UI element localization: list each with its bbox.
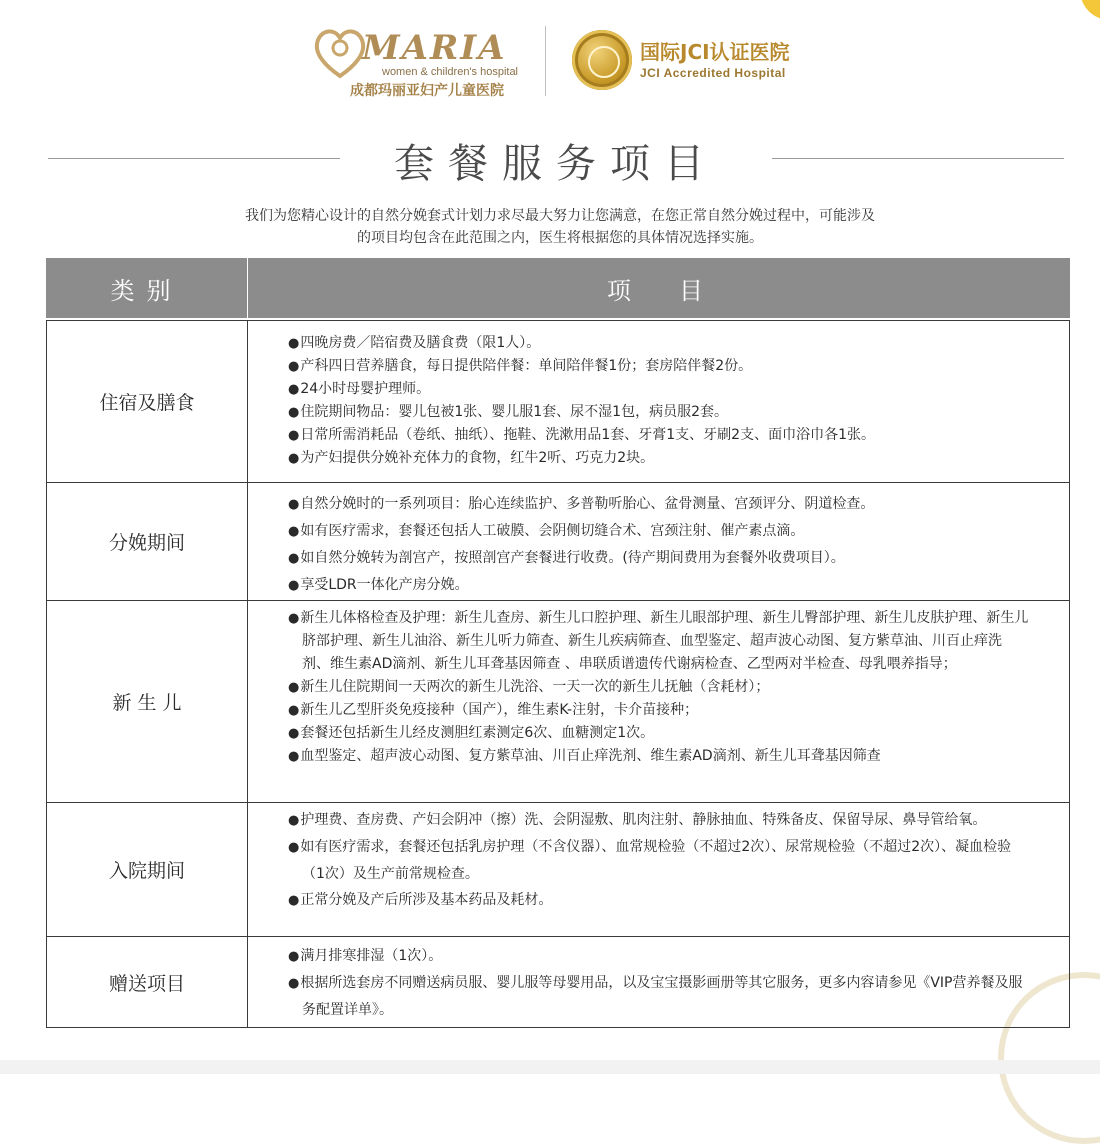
intro-line-1: 我们为您精心设计的自然分娩套式计划力求尽最大努力让您满意，在您正常自然分娩过程中，可能涉及 bbox=[245, 208, 875, 224]
list-item: ● 日常所需消耗品（卷纸、抽纸）、拖鞋、洗漱用品1套、牙膏1支、牙刷2支、面巾浴巾各1张。 bbox=[288, 424, 1029, 447]
maria-heart-icon bbox=[310, 22, 370, 82]
row-items bbox=[248, 937, 1069, 1027]
list-item: ● 新生儿乙型肝炎免疫接种（国产），维生素K-注射，卡介苗接种； bbox=[288, 699, 1029, 722]
title-rule-left bbox=[48, 158, 340, 159]
list-item: ● 24小时母婴护理师。 bbox=[288, 378, 1029, 401]
row-category: 分娩期间 bbox=[47, 483, 248, 600]
jci-english-label: JCI Accredited Hospital bbox=[640, 66, 786, 80]
header-divider bbox=[545, 26, 546, 96]
maria-logo bbox=[310, 22, 530, 98]
corner-decoration-top bbox=[1080, 0, 1100, 20]
table-row bbox=[47, 482, 1069, 600]
title-rule-right bbox=[772, 158, 1064, 159]
jci-logo bbox=[572, 30, 832, 92]
maria-logo-chinese-name: 成都玛丽亚妇产儿童医院 bbox=[350, 83, 504, 99]
list-item: ● 四晚房费／陪宿费及膳食费（限1人）。 bbox=[288, 332, 1029, 355]
list-item: ● 套餐还包括新生儿经皮测胆红素测定6次、血糖测定1次。 bbox=[288, 722, 1029, 745]
row-items bbox=[248, 803, 1069, 936]
header-category: 类别 bbox=[46, 258, 248, 318]
row-category: 住宿及膳食 bbox=[47, 321, 248, 482]
row-category: 新 生 儿 bbox=[47, 601, 248, 802]
package-table bbox=[46, 258, 1070, 1028]
row-items bbox=[248, 321, 1069, 482]
list-item: ● 新生儿体格检查及护理：新生儿查房、新生儿口腔护理、新生儿眼部护理、新生儿臀部护理、新生儿皮肤护理、新生儿脐部护理、新生儿油浴、新生儿听力筛查、新生儿疾病筛查、血型鉴定、超声波心动图、复方紫草油、川百止痒洗剂、维生素AD滴剂、新生儿耳聋基因筛查 、串联质谱遗传代谢病检查、乙型两对半检查、母乳喂养指导； bbox=[288, 607, 1029, 676]
list-item: ● 如有医疗需求，套餐还包括乳房护理（不含仪器）、血常规检验（不超过2次）、尿常规检验（不超过2次）、凝血检验（1次）及生产前常规检查。 bbox=[288, 834, 1029, 887]
list-item: ● 新生儿住院期间一天两次的新生儿洗浴、一天一次的新生儿抚触（含耗材）； bbox=[288, 676, 1029, 699]
page-title: 套餐服务项目 bbox=[394, 141, 718, 187]
list-item: ● 血型鉴定、超声波心动图、复方紫草油、川百止痒洗剂、维生素AD滴剂、新生儿耳聋基因筛查 bbox=[288, 745, 1029, 768]
table-row bbox=[47, 600, 1069, 802]
jci-seal-icon bbox=[572, 30, 632, 90]
table-row bbox=[47, 802, 1069, 936]
list-item: ● 根据所选套房不同赠送病员服、婴儿服等母婴用品，以及宝宝摄影画册等其它服务，更多内容请参见《VIP营养餐及服务配置详单》。 bbox=[288, 970, 1029, 1023]
list-item: ● 护理费、查房费、产妇会阴冲（擦）洗、会阴湿敷、肌肉注射、静脉抽血、特殊备皮、保留导尿、鼻导管给氧。 bbox=[288, 807, 1029, 834]
header-items: 项目 bbox=[607, 276, 751, 305]
jci-chinese-label: 国际JCI认证医院 bbox=[640, 40, 790, 64]
intro-text bbox=[130, 205, 990, 249]
list-item: ● 为产妇提供分娩补充体力的食物，红牛2听、巧克力2块。 bbox=[288, 447, 1029, 470]
maria-logo-subtitle: women & children's hospital bbox=[382, 66, 519, 78]
list-item: ● 自然分娩时的一系列项目：胎心连续监护、多普勒听胎心、盆骨测量、宫颈评分、阴道检查。 bbox=[288, 491, 1029, 518]
table-row bbox=[47, 321, 1069, 482]
bottom-band bbox=[0, 1060, 1100, 1074]
maria-logo-word: MARIA bbox=[362, 28, 507, 68]
row-category: 赠送项目 bbox=[47, 937, 248, 1027]
table-body bbox=[46, 320, 1070, 1028]
list-item: ● 如自然分娩转为剖宫产，按照剖宫产套餐进行收费。(待产期间费用为套餐外收费项目）。 bbox=[288, 545, 1029, 572]
table-header bbox=[46, 258, 1070, 318]
list-item: ● 享受LDR一体化产房分娩。 bbox=[288, 572, 1029, 599]
row-items bbox=[248, 483, 1069, 600]
row-items bbox=[248, 601, 1069, 802]
list-item: ● 正常分娩及产后所涉及基本药品及耗材。 bbox=[288, 887, 1029, 914]
list-item: ● 满月排寒排湿（1次）。 bbox=[288, 943, 1029, 970]
list-item: ● 住院期间物品：婴儿包被1张、婴儿服1套、尿不湿1包，病员服2套。 bbox=[288, 401, 1029, 424]
list-item: ● 如有医疗需求，套餐还包括人工破膜、会阴侧切缝合术、宫颈注射、催产素点滴。 bbox=[288, 518, 1029, 545]
intro-line-2: 的项目均包含在此范围之内，医生将根据您的具体情况选择实施。 bbox=[357, 230, 763, 246]
list-item: ● 产科四日营养膳食，每日提供陪伴餐：单间陪伴餐1份；套房陪伴餐2份。 bbox=[288, 355, 1029, 378]
row-category: 入院期间 bbox=[47, 803, 248, 936]
table-row bbox=[47, 936, 1069, 1027]
